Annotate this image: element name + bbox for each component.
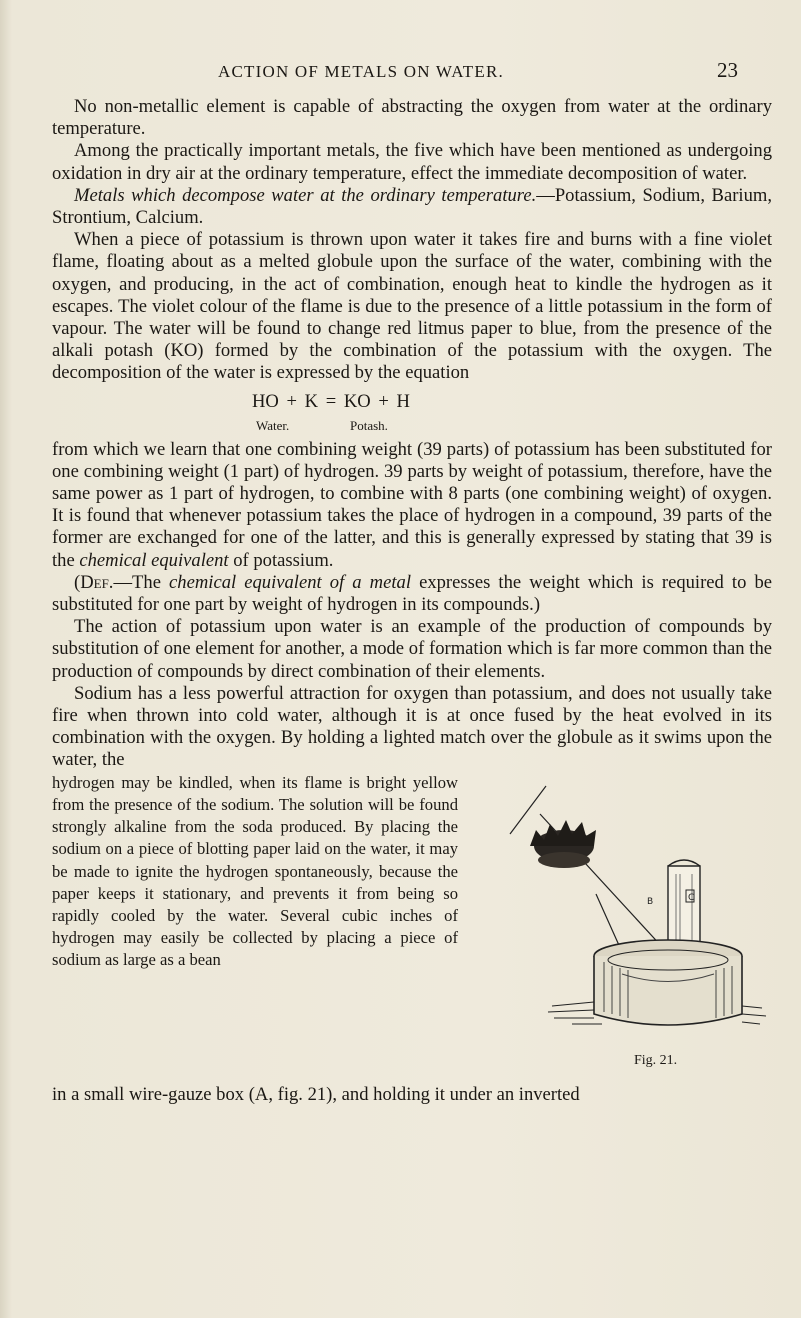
- paragraph-8: Sodium has a less powerful attraction for oxygen than potassium, and does not usually take fire when thrown into cold water, although it is at once fused by the heat evolved in its combination with the oxygen. By holding a lighted match over the globule as it swims upon the water, the: [52, 682, 772, 771]
- paragraph-5-end: of potassium.: [228, 549, 334, 571]
- body-text: [52, 96, 772, 1106]
- paragraph-4: When a piece of potassium is thrown upon water it takes fire and burns with a fine violet flame, floating about as a melted globule upon the surface of the water, combining with the oxygen, and producing, in the act of combination, enough heat to kindle the hydrogen as it escapes. The violet colour of the flame is due to the presence of a little potassium in the form of vapour. The water will be found to change red litmus paper to blue, from the presence of the alkali potash (KO) formed by the combination of the potassium with the oxygen. The decomposition of the water is expressed by the equation: [52, 229, 772, 384]
- paragraph-5-text: from which we learn that one combining weight (39 parts) of potassium has been substituted for one combining weight (1 part) of hydrogen. 39 parts by weight of potassium, therefore, have the same power as 1 part of hydrogen, to combine with 8 parts (one combining weight) of oxygen. It is found that whenever potassium takes the place of hydrogen in a compound, 39 parts of the former are exchanged for one of the latter, and this is generally expressed by stating that 39 is the: [52, 438, 772, 571]
- running-head: ACTION OF METALS ON WATER.: [218, 62, 504, 81]
- equation-caption-potash: Potash.: [350, 417, 388, 433]
- definition-paragraph: [52, 572, 772, 616]
- metals-list: —Potassium, Sodium, Barium, Strontium, Calcium.: [52, 184, 772, 229]
- figure-wrap-region: [52, 772, 772, 1068]
- definition-body: expresses the weight which is required to be substituted for one part by weight of hydrogen in its compounds.): [52, 571, 773, 616]
- paragraph-8-wrapped: hydrogen may be kindled, when its flame is bright yellow from the presence of the sodium. The solution will be found strongly alkaline from the soda produced. By placing the sodium on a piece of blotting paper laid on the water, it may be made to ignite the hydrogen spontaneously, because the paper keeps it stationary, and prevents it from being so rapidly cooled by the water. Several cubic inches of hydrogen may easily be collected by placing a piece of sodium as large as a bean: [52, 772, 458, 970]
- paragraph-2: Among the practically important metals, the five which have been mentioned as undergoing oxidation in dry air at the ordinary temperature, effect the immediate decomposition of water.: [52, 140, 772, 184]
- figure-21: [472, 774, 772, 1084]
- sodium-apparatus-illustration: [472, 774, 772, 1074]
- chemical-equivalent-term: chemical equivalent: [79, 549, 229, 571]
- label-b: B: [647, 896, 654, 907]
- label-c: C: [688, 892, 695, 903]
- paragraph-8-last-line: in a small wire-gauze box (A, fig. 21), and holding it under an inverted: [52, 1083, 580, 1105]
- definition-term: chemical equivalent of a metal: [169, 571, 411, 593]
- paragraph-3: [52, 185, 772, 229]
- definition-open: (: [74, 571, 81, 593]
- paragraph-5: [52, 439, 772, 572]
- equation-text: HO + K = KO + H: [252, 390, 410, 412]
- definition-dash: —The: [113, 571, 170, 593]
- paragraph-7: The action of potassium upon water is an example of the production of compounds by substitution of one element for another, a mode of formation which is far more common than the production of compounds by direct combination of their elements.: [52, 616, 772, 682]
- equation-caption-water: Water.: [256, 417, 290, 433]
- definition-label: Def.: [80, 571, 114, 593]
- water-basin-icon: [594, 940, 742, 1025]
- page-number: 23: [717, 58, 738, 82]
- paragraph-1: No non-metallic element is capable of abstracting the oxygen from water at the ordinary temperature.: [52, 96, 772, 140]
- page-header: [0, 58, 801, 88]
- figure-caption: Fig. 21.: [634, 1052, 678, 1068]
- equation-block: [52, 387, 772, 437]
- metals-heading: Metals which decompose water at the ordinary temperature.: [74, 184, 537, 206]
- flame-burst-icon: [530, 820, 596, 868]
